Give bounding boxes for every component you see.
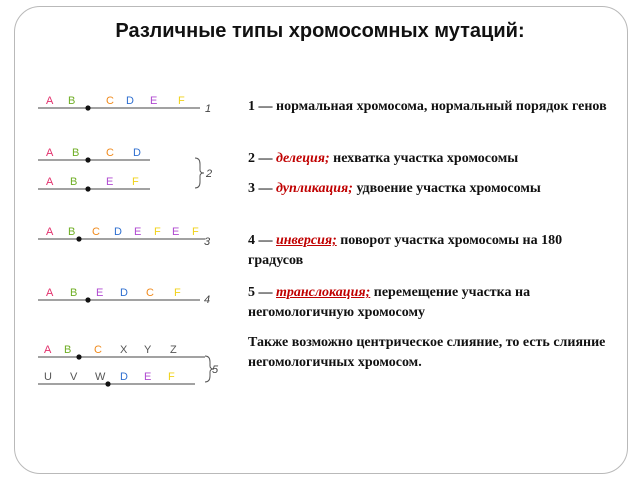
- description-5-term: транслокация;: [276, 285, 371, 300]
- description-3-term: дупликация;: [276, 181, 353, 196]
- chromosome-number-3: 3: [204, 236, 211, 248]
- description-4: [248, 231, 608, 271]
- gene-label: C: [92, 226, 100, 238]
- centromere-dot: [105, 381, 110, 386]
- gene-label: V: [70, 371, 78, 383]
- gene-label: A: [46, 287, 54, 299]
- chromosome-number-4: 4: [204, 294, 211, 306]
- gene-label: D: [120, 371, 128, 383]
- description-5-text: перемещение участка на негомологичную хромосому: [248, 285, 531, 320]
- description-2: [248, 149, 608, 169]
- brace-2: [195, 158, 204, 188]
- gene-label: Z: [170, 344, 177, 356]
- gene-label: X: [120, 344, 128, 356]
- gene-label: A: [46, 147, 54, 159]
- gene-label: Y: [144, 344, 152, 356]
- description-3-number: 3 —: [248, 181, 273, 196]
- description-1-text: нормальная хромосома, нормальный порядок генов: [276, 99, 607, 114]
- chromosome-number-2: 2: [206, 168, 213, 180]
- gene-label: C: [94, 344, 102, 356]
- description-4-number: 4 —: [248, 233, 273, 248]
- description-2-term: делеция;: [276, 151, 330, 166]
- gene-label: E: [106, 176, 114, 188]
- gene-label: A: [46, 95, 54, 107]
- gene-label: C: [106, 95, 114, 107]
- description-4-term: инверсия;: [276, 233, 337, 248]
- gene-label: U: [44, 371, 52, 383]
- description-5-number: 5 —: [248, 285, 273, 300]
- gene-label: C: [146, 287, 154, 299]
- description-6: [248, 333, 608, 373]
- gene-label: A: [46, 176, 54, 188]
- gene-label: C: [106, 147, 114, 159]
- description-2-number: 2 —: [248, 151, 273, 166]
- gene-label: D: [114, 226, 122, 238]
- centromere-dot: [85, 297, 90, 302]
- gene-label: A: [44, 344, 52, 356]
- description-4-text: поворот участка хромосомы на 180 градусов: [248, 233, 563, 268]
- gene-label: F: [132, 176, 139, 188]
- gene-label: B: [72, 147, 80, 159]
- gene-label: F: [178, 95, 185, 107]
- centromere-dot: [85, 105, 90, 110]
- gene-label: F: [174, 287, 181, 299]
- gene-label: D: [120, 287, 128, 299]
- gene-label: B: [68, 95, 76, 107]
- centromere-dot: [76, 236, 81, 241]
- gene-label: E: [134, 226, 142, 238]
- gene-label: B: [68, 226, 76, 238]
- description-2-text: нехватка участка хромосомы: [333, 151, 519, 166]
- description-6-text: Также возможно центрическое слияние, то есть слияние негомологичных хромосом.: [248, 335, 606, 370]
- gene-label: E: [96, 287, 104, 299]
- description-5: [248, 283, 608, 323]
- description-3: [248, 179, 608, 199]
- slide-title: Различные типы хромосомных мутаций:: [115, 20, 525, 42]
- chromosome-number-5: 5: [212, 364, 219, 376]
- gene-label: B: [70, 287, 78, 299]
- gene-label: E: [150, 95, 158, 107]
- centromere-dot: [85, 157, 90, 162]
- description-1: [248, 97, 608, 117]
- chromosome-number-1: 1: [205, 103, 212, 115]
- gene-label: F: [192, 226, 199, 238]
- gene-label: E: [172, 226, 180, 238]
- description-3-text: удвоение участка хромосомы: [356, 181, 541, 196]
- gene-label: B: [64, 344, 72, 356]
- centromere-dot: [76, 354, 81, 359]
- gene-label: B: [70, 176, 78, 188]
- gene-label: D: [126, 95, 134, 107]
- description-1-number: 1 —: [248, 99, 273, 114]
- gene-label: D: [133, 147, 141, 159]
- gene-label: F: [154, 226, 161, 238]
- centromere-dot: [85, 186, 90, 191]
- gene-label: A: [46, 226, 54, 238]
- gene-label: W: [95, 371, 106, 383]
- gene-label: F: [168, 371, 175, 383]
- gene-label: E: [144, 371, 152, 383]
